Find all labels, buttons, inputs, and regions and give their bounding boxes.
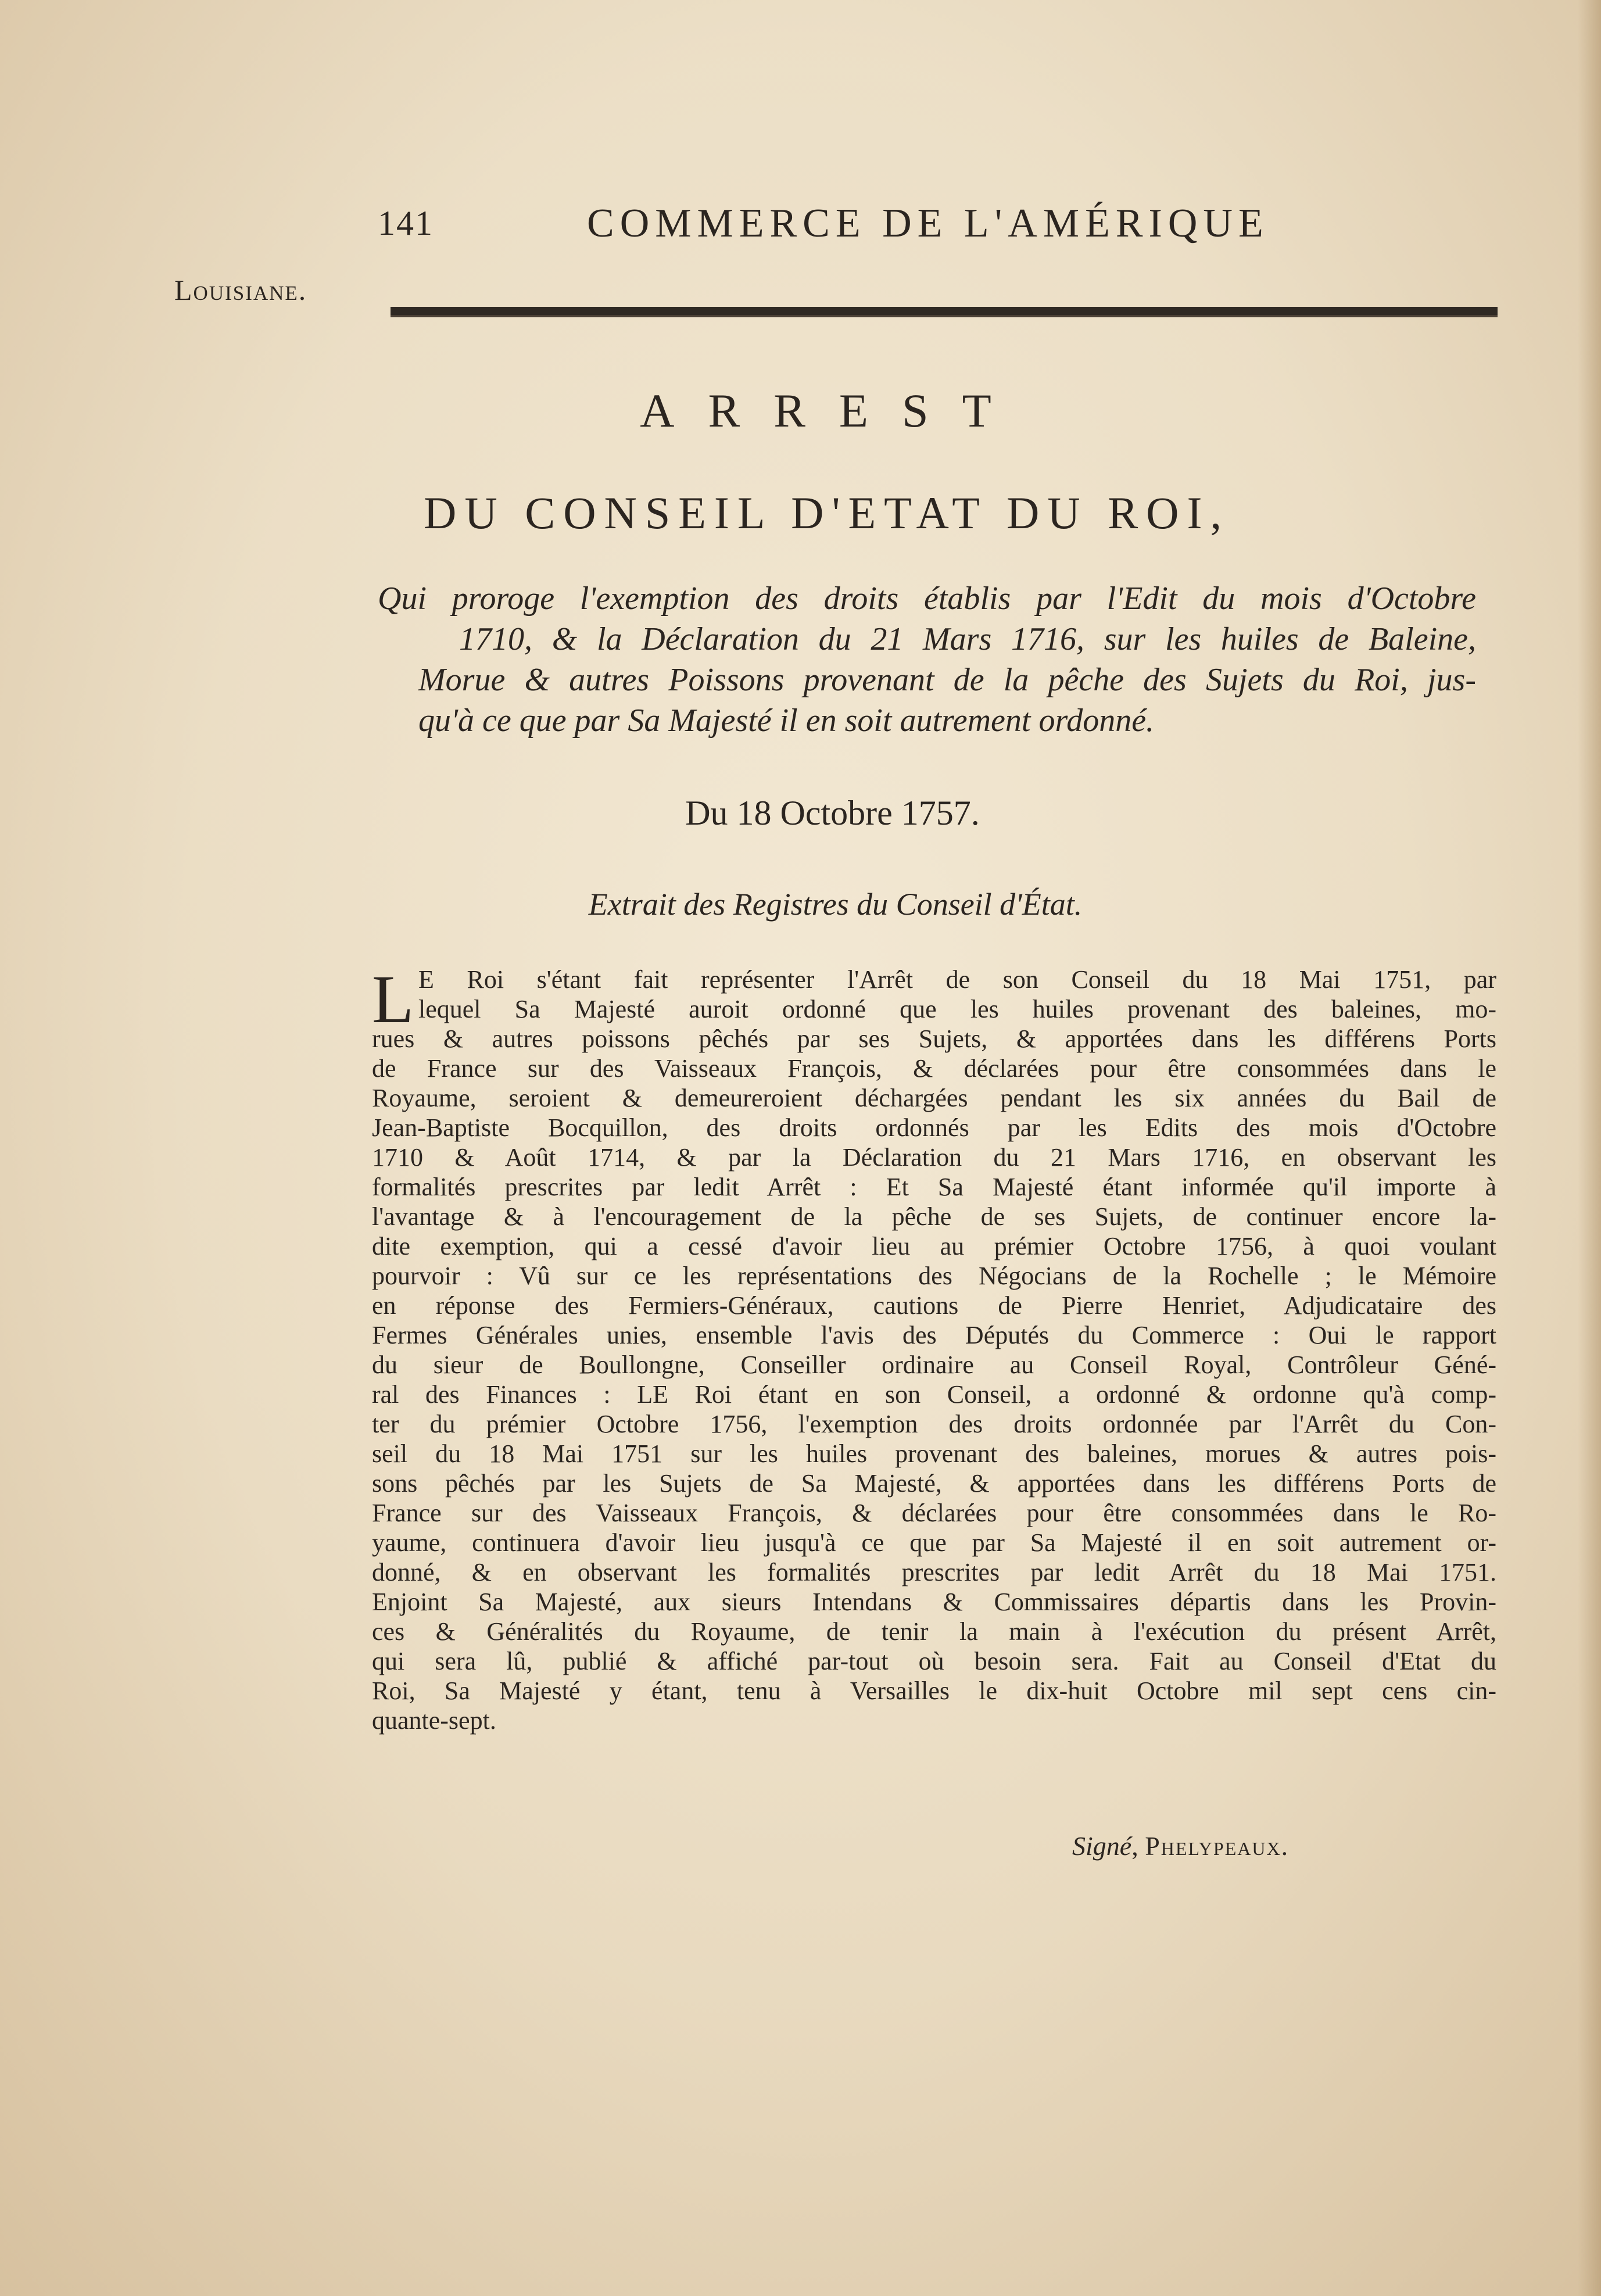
body-line: ces & Généralités du Royaume, de tenir la main à l'exécution du présent Arrêt,	[372, 1617, 1496, 1646]
body-line: sons pêchés par les Sujets de Sa Majesté, & apportées dans les différens Ports de	[372, 1469, 1496, 1498]
body-line: de France sur des Vaisseaux François, & déclarées pour être consommées dans le	[372, 1054, 1496, 1083]
signature-name: Phelypeaux.	[1145, 1831, 1290, 1861]
body-line: yaume, continuera d'avoir lieu jusqu'à ce que par Sa Majesté il en soit autrement or-	[372, 1528, 1496, 1557]
body-line: l'avantage & à l'encouragement de la pêche de ses Sujets, de continuer encore la-	[372, 1202, 1496, 1231]
body-line: en réponse des Fermiers-Généraux, cautions de Pierre Henriet, Adjudicataire des	[372, 1291, 1496, 1320]
body-line: Royaume, seroient & demeureroient déchargées pendant les six années du Bail de	[372, 1084, 1496, 1112]
document-title: ARREST	[640, 384, 1025, 437]
signature-word: Signé	[1072, 1831, 1132, 1861]
document-subtitle: DU CONSEIL D'ETAT DU ROI,	[424, 488, 1230, 538]
margin-note: Louisiane.	[174, 274, 307, 306]
body-line: Jean-Baptiste Bocquillon, des droits ordonnés par les Edits des mois d'Octobre	[372, 1113, 1496, 1142]
body-line: pourvoir : Vû sur ce les représentations des Négocians de la Rochelle ; le Mémoire	[372, 1262, 1496, 1290]
body-line: ral des Finances : LE Roi étant en son Conseil, a ordonné & ordonne qu'à comp-	[372, 1380, 1496, 1409]
summary-line: 1710, & la Déclaration du 21 Mars 1716, sur les huiles de Baleine,	[459, 621, 1476, 657]
body-line: Roi, Sa Majesté y étant, tenu à Versailles le dix-huit Octobre mil sept cens cin-	[372, 1677, 1496, 1705]
body-line: seil du 18 Mai 1751 sur les huiles provenant des baleines, morues & autres pois-	[372, 1439, 1496, 1468]
summary-line: Morue & autres Poissons provenant de la pêche des Sujets du Roi, jus-	[418, 662, 1476, 698]
body-line: lequel Sa Majesté auroit ordonné que les huiles provenant des baleines, mo-	[418, 995, 1496, 1023]
signature	[1072, 1831, 1289, 1861]
body-line: du sieur de Boullongne, Conseiller ordinaire au Conseil Royal, Contrôleur Géné-	[372, 1351, 1496, 1379]
body-line: rues & autres poissons pêchés par ses Sujets, & apportées dans les différens Ports	[372, 1025, 1496, 1053]
body-line: 1710 & Août 1714, & par la Déclaration du 21 Mars 1716, en observant les	[372, 1143, 1496, 1172]
body-line: formalités prescrites par ledit Arrêt : Et Sa Majesté étant informée qu'il importe à	[372, 1173, 1496, 1201]
body-line: ter du prémier Octobre 1756, l'exemption des droits ordonnée par l'Arrêt du Con-	[372, 1410, 1496, 1438]
page-number: 141	[378, 204, 434, 242]
body-line: quante-sept.	[372, 1706, 496, 1735]
body-line: dite exemption, qui a cessé d'avoir lieu au prémier Octobre 1756, à quoi voulant	[372, 1232, 1496, 1260]
page-header	[378, 200, 1337, 253]
body-line: Fermes Générales unies, ensemble l'avis des Députés du Commerce : Oui le rapport	[372, 1321, 1496, 1349]
body-line: donné, & en observant les formalités prescrites par ledit Arrêt du 18 Mai 1751.	[372, 1558, 1496, 1586]
signature-separator: ,	[1131, 1831, 1145, 1861]
header-rule	[391, 307, 1498, 317]
summary-line: qu'à ce que par Sa Majesté il en soit autrement ordonné.	[418, 703, 1155, 739]
body-line: E Roi s'étant fait représenter l'Arrêt de son Conseil du 18 Mai 1751, par	[418, 965, 1496, 994]
extract-heading: Extrait des Registres du Conseil d'État.	[588, 887, 1083, 922]
body-line: Enjoint Sa Majesté, aux sieurs Intendans & Commissaires départis dans les Provin-	[372, 1588, 1496, 1616]
body-line: France sur des Vaisseaux François, & déclarées pour être consommées dans le Ro-	[372, 1499, 1496, 1527]
body-paragraph	[372, 961, 1496, 1735]
summary-paragraph	[378, 578, 1476, 741]
drop-cap: L	[372, 961, 414, 1037]
body-line: qui sera lû, publié & affiché par-tout où besoin sera. Fait au Conseil d'Etat du	[372, 1647, 1496, 1675]
document-date: Du 18 Octobre 1757.	[685, 794, 980, 832]
running-title: COMMERCE DE L'AMÉRIQUE	[587, 201, 1269, 246]
summary-line: Qui proroge l'exemption des droits établis par l'Edit du mois d'Octobre	[378, 581, 1476, 617]
page-edge-shadow	[1578, 0, 1601, 2296]
